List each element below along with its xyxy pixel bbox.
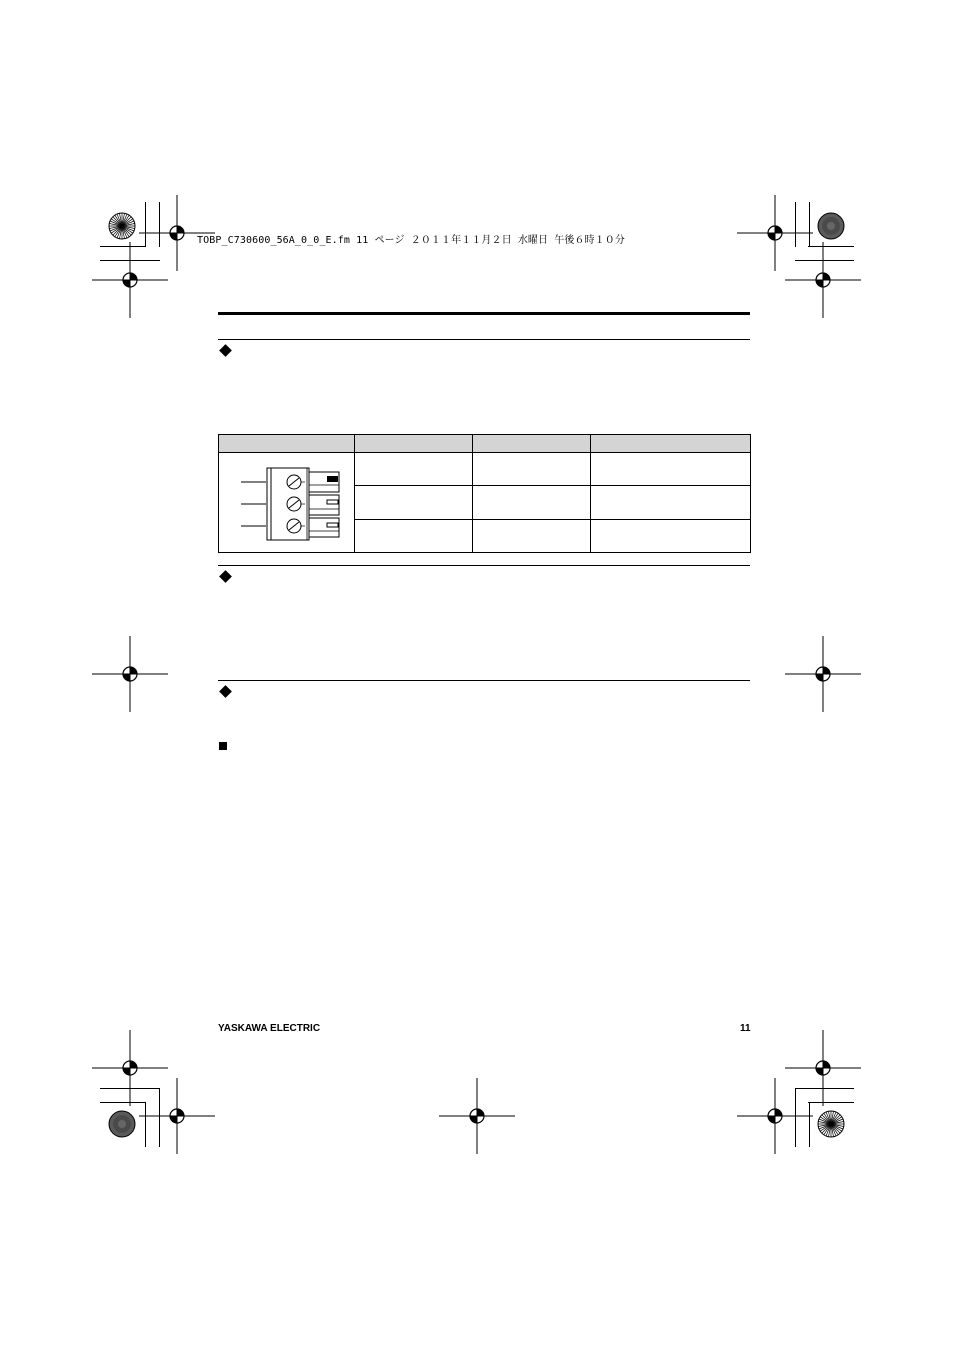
- table-header-cell: [591, 435, 751, 453]
- starburst-target-icon: [109, 213, 135, 239]
- starburst-target-icon: [818, 1111, 844, 1137]
- crosshair-registration-icon: [92, 242, 168, 318]
- table-row: [219, 453, 751, 486]
- table-cell: [591, 486, 751, 519]
- crosshair-registration-icon: [92, 636, 168, 712]
- file-header-info: TOBP_C730600_56A_0_0_E.fm 11 ページ ２０１１年１１月２日 水曜日 午後６時１０分: [197, 235, 625, 246]
- table-cell: [591, 453, 751, 486]
- table-cell: [473, 486, 591, 519]
- table-header-cell: [473, 435, 591, 453]
- page-number: 11: [740, 1023, 751, 1034]
- top-rule: [218, 312, 750, 315]
- square-bullet-icon: [219, 742, 227, 750]
- footer-company: YASKAWA ELECTRIC: [218, 1023, 321, 1034]
- crosshair-registration-icon: [785, 636, 861, 712]
- table-cell: [355, 453, 473, 486]
- table-cell: [473, 453, 591, 486]
- table-header-row: [219, 435, 751, 453]
- table-cell: [355, 486, 473, 519]
- crosshair-registration-icon: [139, 1078, 215, 1154]
- crosshair-registration-icon: [785, 242, 861, 318]
- crosshair-registration-icon: [737, 195, 813, 271]
- table-cell: [473, 519, 591, 552]
- terminal-block-cell: [219, 453, 355, 553]
- crosshair-registration-icon: [737, 1078, 813, 1154]
- crosshair-registration-icon: [92, 1030, 168, 1106]
- terminal-block-icon: [219, 453, 355, 547]
- crosshair-registration-icon: [785, 1030, 861, 1106]
- table-header-cell: [219, 435, 355, 453]
- section-rule: [218, 565, 750, 566]
- section-rule: [218, 339, 750, 340]
- terminal-spec-table: [218, 434, 751, 553]
- dense-target-icon: [109, 1111, 135, 1137]
- table-cell: [355, 519, 473, 552]
- dense-target-icon: [818, 213, 844, 239]
- table-header-cell: [355, 435, 473, 453]
- crosshair-registration-icon: [439, 1078, 515, 1154]
- section-rule: [218, 680, 750, 681]
- table-cell: [591, 519, 751, 552]
